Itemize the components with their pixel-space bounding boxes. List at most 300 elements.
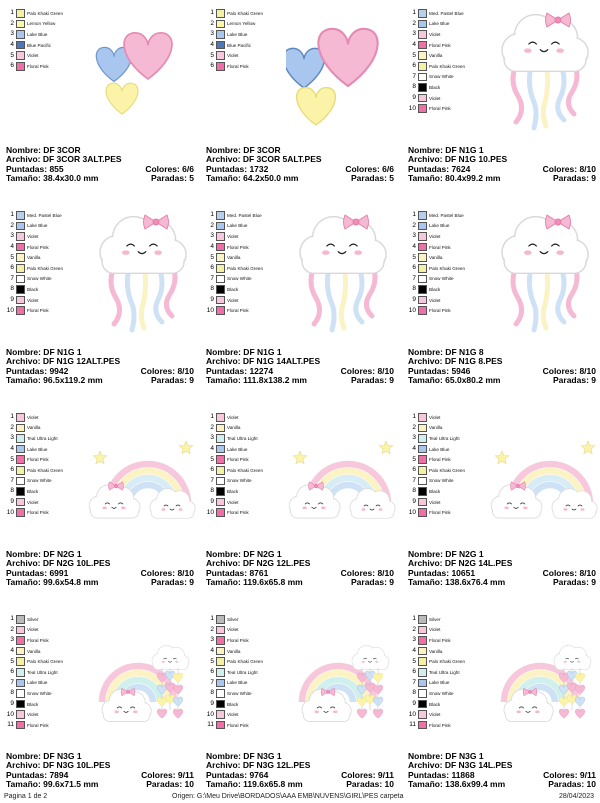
thread-color-name: Teal Ultra Light [429,669,460,675]
thread-index: 9 [412,94,416,102]
thread-color-name: Violet [227,627,239,633]
stop-count: Paradas: 10 [146,779,194,790]
color-count: Colores: 8/10 [542,365,596,376]
design-card [200,606,396,803]
thread-swatch [216,710,225,719]
thread-index: 2 [10,221,14,229]
thread-color-row [6,40,90,51]
thread-swatch [216,498,225,507]
thread-color-name: Floral Pink [27,722,49,728]
design-name: Nombre: DF N1G 1 [408,145,484,155]
thread-color-row [408,507,492,518]
thread-swatch [418,710,427,719]
thread-swatch [216,264,225,273]
design-info [206,348,394,386]
thread-color-name: Black [429,286,441,292]
thread-index: 6 [10,62,14,70]
design-info [408,146,596,184]
thread-index: 7 [10,476,14,484]
design-size: Tamaño: 119.6x65.8 mm [206,577,303,588]
page-footer [0,791,600,803]
thread-color-row [206,284,290,295]
thread-swatch [216,253,225,262]
thread-color-row [6,507,90,518]
design-name: Nombre: DF N1G 1 [6,347,82,357]
thread-color-row [6,284,90,295]
thread-swatch [16,275,25,284]
thread-swatch [216,508,225,517]
thread-color-name: Vanilla [227,255,241,261]
thread-color-name: Snow White [429,690,454,696]
thread-index: 1 [210,9,214,17]
design-card [0,202,196,402]
thread-index: 2 [210,625,214,633]
thread-swatch [16,51,25,60]
thread-color-name: Violet [227,53,239,59]
design-info [6,550,194,588]
color-count: Colores: 9/11 [341,769,394,780]
thread-index: 10 [6,508,14,516]
thread-color-row [206,40,290,51]
design-name: Nombre: DF 3COR [6,145,81,155]
thread-color-row [206,295,290,306]
thread-swatch [216,413,225,422]
thread-swatch [418,477,427,486]
thread-color-row [408,497,492,508]
thread-swatch [418,253,427,262]
thread-index: 10 [408,508,416,516]
thread-index: 8 [10,285,14,293]
thread-index: 10 [6,710,14,718]
design-preview [488,606,598,746]
design-file: Archivo: DF N2G 14L.PES [408,558,513,569]
thread-color-row [6,699,90,710]
thread-color-row [206,50,290,61]
thread-index: 3 [10,232,14,240]
thread-color-row [206,61,290,72]
thread-index: 2 [412,625,416,633]
thread-swatch [418,243,427,252]
thread-color-name: Floral Pink [227,722,249,728]
thread-swatch [216,679,225,688]
thread-color-name: Lake Blue [27,446,48,452]
thread-index: 3 [210,30,214,38]
thread-color-name: Med. Pastel Blue [227,212,262,218]
thread-color-row [206,465,290,476]
thread-color-row [6,678,90,689]
design-name: Nombre: DF N3G 1 [408,751,484,761]
thread-color-row [408,465,492,476]
thread-color-row [206,412,290,423]
stop-count: Paradas: 9 [151,375,194,386]
color-count: Colores: 9/11 [141,769,194,780]
thread-index: 3 [210,232,214,240]
thread-swatch [418,721,427,730]
design-name: Nombre: DF N1G 8 [408,347,484,357]
design-size: Tamaño: 138.6x99.4 mm [408,779,506,790]
stitch-count: Puntadas: 5946 [408,365,471,376]
thread-index: 7 [210,476,214,484]
thread-color-row [206,720,290,731]
design-file: Archivo: DF N3G 10L.PES [6,760,111,771]
stitch-count: Puntadas: 7894 [6,769,69,780]
thread-swatch [418,30,427,39]
thread-color-name: Black [227,488,239,494]
thread-color-row [6,635,90,646]
design-preview [488,0,598,140]
design-size: Tamaño: 65.0x80.2 mm [408,375,501,386]
thread-index: 3 [210,434,214,442]
thread-palette [408,412,492,518]
thread-index: 2 [10,625,14,633]
thread-index: 1 [412,9,416,17]
thread-color-row [206,29,290,40]
thread-color-name: Palo Khaki Green [27,265,64,271]
thread-index: 8 [210,487,214,495]
thread-color-name: Snow White [429,276,454,282]
color-count: Colores: 8/10 [140,567,194,578]
thread-index: 1 [210,211,214,219]
thread-color-name: Snow White [27,478,52,484]
thread-index: 11 [409,721,416,729]
stop-count: Paradas: 9 [553,173,596,184]
thread-index: 10 [408,104,416,112]
thread-color-row [408,678,492,689]
thread-swatch [418,83,427,92]
thread-index: 7 [412,476,416,484]
thread-index: 6 [412,668,416,676]
thread-swatch [216,657,225,666]
thread-color-name: Violet [27,53,39,59]
thread-color-name: Vanilla [429,53,443,59]
design-info [206,752,394,790]
thread-color-row [206,646,290,657]
thread-color-name: Violet [27,233,39,239]
thread-swatch [216,615,225,624]
thread-index: 1 [10,211,14,219]
thread-swatch [216,20,225,29]
thread-color-row [408,29,492,40]
rainbow-artwork [286,404,396,544]
design-size: Tamaño: 38.4x30.0 mm [6,173,99,184]
thread-index: 8 [210,285,214,293]
rainbow-hearts-artwork [286,606,396,746]
thread-color-row [206,699,290,710]
color-count: Colores: 8/10 [542,567,596,578]
thread-swatch [216,62,225,71]
thread-index: 4 [412,445,416,453]
thread-index: 2 [412,423,416,431]
thread-swatch [16,647,25,656]
thread-index: 2 [412,19,416,27]
thread-color-row [408,284,492,295]
thread-color-name: Silver [27,616,39,622]
thread-index: 9 [10,700,14,708]
thread-color-row [206,423,290,434]
thread-color-name: Teal Ultra Light [227,669,258,675]
thread-color-name: Vanilla [27,648,41,654]
thread-index: 11 [7,721,14,729]
thread-color-name: Vanilla [429,255,443,261]
thread-swatch [418,424,427,433]
design-preview [86,0,196,140]
origin-path: Origen: G:\Meu Drive\BORDADOS\AAA EMB\NUVENS\GIRL\PES carpeta [172,793,404,800]
design-preview [286,606,396,746]
design-info [408,752,596,790]
thread-color-name: Violet [429,31,441,37]
thread-color-name: Violet [27,712,39,718]
thread-color-name: Violet [429,499,441,505]
thread-index: 7 [412,274,416,282]
thread-index: 6 [10,668,14,676]
stop-count: Paradas: 9 [553,375,596,386]
thread-color-row [206,221,290,232]
thread-index: 6 [210,62,214,70]
thread-index: 5 [412,657,416,665]
cloud-drip-artwork [86,202,196,342]
thread-palette [6,614,90,731]
thread-color-name: Floral Pink [429,308,451,314]
thread-color-row [6,656,90,667]
thread-swatch [418,51,427,60]
thread-swatch [216,445,225,454]
design-size: Tamaño: 99.6x54.8 mm [6,577,99,588]
thread-index: 3 [10,636,14,644]
thread-color-name: Violet [227,233,239,239]
thread-index: 10 [6,306,14,314]
thread-color-name: Vanilla [27,425,41,431]
thread-index: 5 [210,253,214,261]
thread-index: 6 [412,264,416,272]
thread-swatch [16,264,25,273]
thread-swatch [16,285,25,294]
thread-color-name: Blue Pacific [27,42,52,48]
thread-index: 1 [210,615,214,623]
thread-color-row [408,210,492,221]
thread-color-name: Black [27,701,39,707]
print-date: 28/04/2023 [558,793,594,800]
thread-color-name: Snow White [227,276,252,282]
thread-color-name: Violet [429,712,441,718]
thread-palette [206,412,290,518]
thread-color-row [6,646,90,657]
thread-swatch [16,498,25,507]
thread-swatch [418,679,427,688]
stop-count: Paradas: 9 [351,577,394,588]
thread-color-row [408,19,492,30]
thread-color-row [6,252,90,263]
design-info [6,752,194,790]
thread-color-row [6,210,90,221]
thread-swatch [418,636,427,645]
thread-color-name: Violet [429,233,441,239]
thread-swatch [216,41,225,50]
thread-palette [206,8,290,72]
thread-color-row [6,274,90,285]
thread-index: 9 [210,700,214,708]
thread-index: 2 [10,423,14,431]
thread-color-row [206,454,290,465]
thread-index: 1 [412,413,416,421]
thread-color-row [206,263,290,274]
stop-count: Paradas: 10 [346,779,394,790]
thread-index: 10 [206,508,214,516]
design-preview [286,404,396,544]
stitch-count: Puntadas: 12274 [206,365,274,376]
thread-index: 1 [412,211,416,219]
thread-index: 8 [210,689,214,697]
thread-color-name: Lemon Yellow [227,21,256,27]
thread-color-row [206,486,290,497]
thread-color-name: Black [429,488,441,494]
thread-index: 6 [10,466,14,474]
thread-index: 3 [412,232,416,240]
thread-index: 7 [412,72,416,80]
thread-color-name: Floral Pink [27,457,49,463]
thread-swatch [216,689,225,698]
thread-index: 7 [412,678,416,686]
thread-index: 7 [210,678,214,686]
thread-swatch [216,434,225,443]
design-file: Archivo: DF N3G 12L.PES [206,760,311,771]
thread-color-row [6,486,90,497]
thread-swatch [216,275,225,284]
color-count: Colores: 9/11 [543,769,596,780]
thread-color-name: Teal Ultra Light [27,669,58,675]
thread-index: 4 [412,647,416,655]
thread-color-name: Palo Khaki Green [227,467,264,473]
thread-index: 3 [210,636,214,644]
thread-color-name: Silver [429,616,441,622]
thread-index: 4 [10,243,14,251]
thread-color-name: Floral Pink [227,308,249,314]
thread-swatch [418,508,427,517]
thread-swatch [216,668,225,677]
thread-swatch [16,30,25,39]
thread-index: 3 [412,636,416,644]
thread-color-row [408,486,492,497]
thread-swatch [418,285,427,294]
thread-color-row [6,221,90,232]
thread-swatch [16,615,25,624]
thread-color-row [6,29,90,40]
thread-swatch [16,721,25,730]
thread-color-row [6,242,90,253]
thread-index: 9 [210,498,214,506]
thread-color-row [408,444,492,455]
thread-index: 10 [206,710,214,718]
thread-index: 6 [10,264,14,272]
thread-index: 7 [10,274,14,282]
thread-swatch [418,41,427,50]
thread-color-name: Palo Khaki Green [227,659,264,665]
thread-swatch [418,94,427,103]
thread-color-name: Violet [27,414,39,420]
thread-palette [6,210,90,316]
thread-index: 2 [210,423,214,431]
thread-index: 5 [210,51,214,59]
design-card [402,404,598,604]
thread-swatch [418,211,427,220]
thread-color-row [206,614,290,625]
thread-swatch [216,455,225,464]
thread-index: 2 [210,221,214,229]
thread-color-name: Floral Pink [429,457,451,463]
cloud-drip-artwork [488,0,598,140]
thread-swatch [418,689,427,698]
thread-index: 6 [210,466,214,474]
thread-index: 1 [10,615,14,623]
thread-color-row [408,252,492,263]
hearts-artwork [286,0,396,140]
thread-color-name: Lake Blue [227,31,248,37]
thread-color-name: Palo Khaki Green [429,467,466,473]
design-file: Archivo: DF N1G 10.PES [408,154,508,165]
thread-color-row [408,61,492,72]
thread-swatch [16,243,25,252]
thread-color-row [408,231,492,242]
thread-swatch [418,487,427,496]
thread-swatch [16,487,25,496]
thread-color-name: Floral Pink [429,244,451,250]
thread-color-name: Vanilla [429,425,443,431]
thread-color-name: Snow White [27,690,52,696]
thread-index: 4 [10,647,14,655]
design-card [0,0,196,200]
thread-index: 8 [412,689,416,697]
design-preview [286,0,396,140]
design-info [408,550,596,588]
thread-index: 8 [10,487,14,495]
design-card [200,0,396,200]
thread-color-row [6,61,90,72]
thread-color-row [408,242,492,253]
thread-color-name: Violet [429,297,441,303]
thread-color-name: Lake Blue [429,680,450,686]
thread-index: 1 [10,413,14,421]
thread-color-name: Lake Blue [27,680,48,686]
thread-color-row [206,231,290,242]
thread-color-row [6,688,90,699]
design-info [206,550,394,588]
design-name: Nombre: DF N2G 1 [408,549,484,559]
thread-index: 4 [10,41,14,49]
thread-color-row [6,8,90,19]
thread-palette [408,614,492,731]
thread-index: 9 [10,296,14,304]
thread-swatch [16,222,25,231]
thread-palette [6,8,90,72]
design-card [402,606,598,803]
thread-color-name: Med. Pastel Blue [429,10,464,16]
design-preview [86,202,196,342]
stitch-count: Puntadas: 9942 [6,365,69,376]
thread-color-row [408,688,492,699]
color-count: Colores: 8/10 [340,567,394,578]
thread-color-name: Floral Pink [27,308,49,314]
color-count: Colores: 8/10 [542,163,596,174]
thread-color-name: Snow White [227,690,252,696]
thread-color-name: Palo Khaki Green [227,265,264,271]
thread-color-name: Palo Khaki Green [429,265,466,271]
thread-color-name: Lake Blue [429,21,450,27]
hearts-artwork [86,0,196,140]
thread-swatch [216,487,225,496]
thread-index: 2 [210,19,214,27]
stitch-count: Puntadas: 8761 [206,567,269,578]
thread-color-row [206,656,290,667]
thread-index: 8 [412,487,416,495]
